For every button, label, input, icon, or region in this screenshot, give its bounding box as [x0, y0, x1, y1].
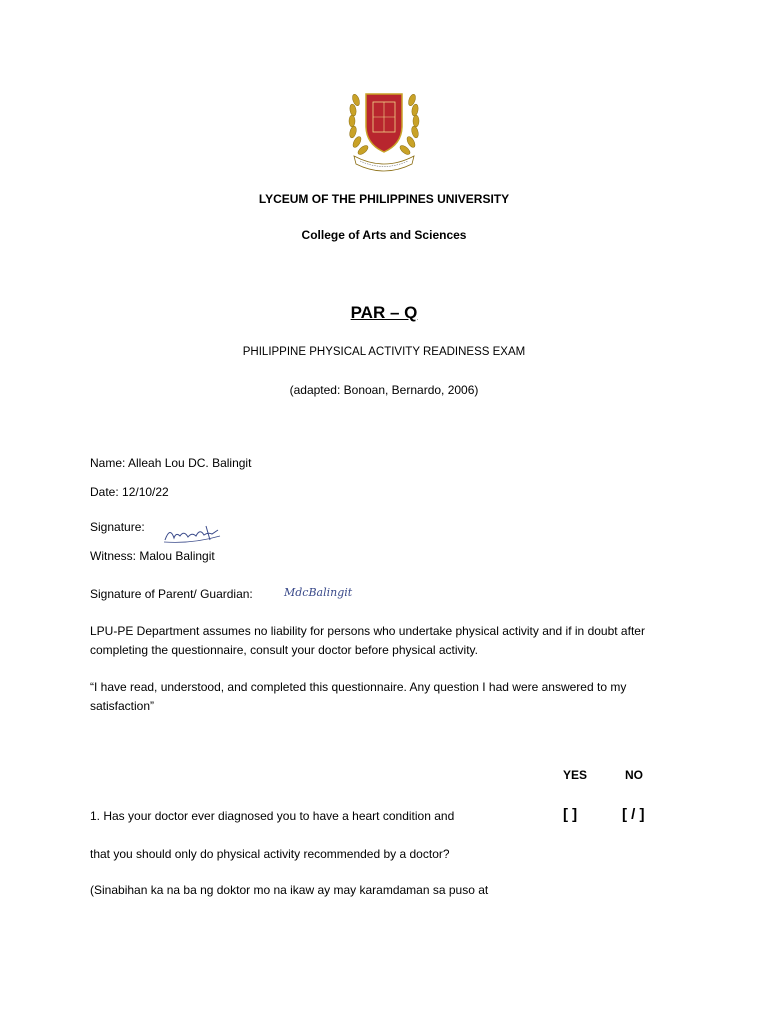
witness-field: Witness: Malou Balingit	[90, 549, 215, 563]
liability-line-1: LPU-PE Department assumes no liability for persons who undertake physical activity and if in doubt after	[90, 624, 645, 638]
university-name: LYCEUM OF THE PHILIPPINES UNIVERSITY	[258, 192, 510, 206]
form-adapted-citation: (adapted: Bonoan, Bernardo, 2006)	[289, 383, 479, 397]
no-column-header: NO	[625, 768, 643, 782]
student-signature-image	[162, 522, 224, 546]
yes-column-header: YES	[563, 768, 588, 782]
statement-paragraph	[90, 678, 690, 716]
question-1-line-2: that you should only do physical activity recommended by a doctor?	[90, 847, 450, 861]
question-1-line-3: (Sinabihan ka na ba ng doktor mo na ikaw ay may karamdaman sa puso at	[90, 883, 489, 897]
college-name: College of Arts and Sciences	[301, 228, 467, 242]
statement-line-1: “I have read, understood, and completed this questionnaire. Any question I had were answered to my	[90, 680, 627, 694]
university-logo	[346, 88, 422, 172]
signature-label: Signature:	[90, 520, 145, 534]
question-1-yes-checkbox[interactable]: [ ]	[563, 806, 578, 823]
name-field: Name: Alleah Lou DC. Balingit	[90, 456, 252, 470]
date-field: Date: 12/10/22	[90, 485, 169, 499]
question-1-line-1: 1. Has your doctor ever diagnosed you to have a heart condition and	[90, 809, 455, 823]
form-title: PAR – Q	[350, 303, 418, 322]
question-1-no-checkbox[interactable]: [ / ]	[622, 806, 645, 823]
parent-signature-label: Signature of Parent/ Guardian:	[90, 587, 253, 601]
parent-signature-image: MdcBalingit	[284, 586, 353, 599]
statement-line-2: satisfaction”	[90, 699, 155, 713]
form-subtitle: PHILIPPINE PHYSICAL ACTIVITY READINESS EXAM	[242, 346, 526, 358]
liability-line-2: completing the questionnaire, consult your doctor before physical activity.	[90, 643, 478, 657]
liability-paragraph	[90, 622, 690, 660]
